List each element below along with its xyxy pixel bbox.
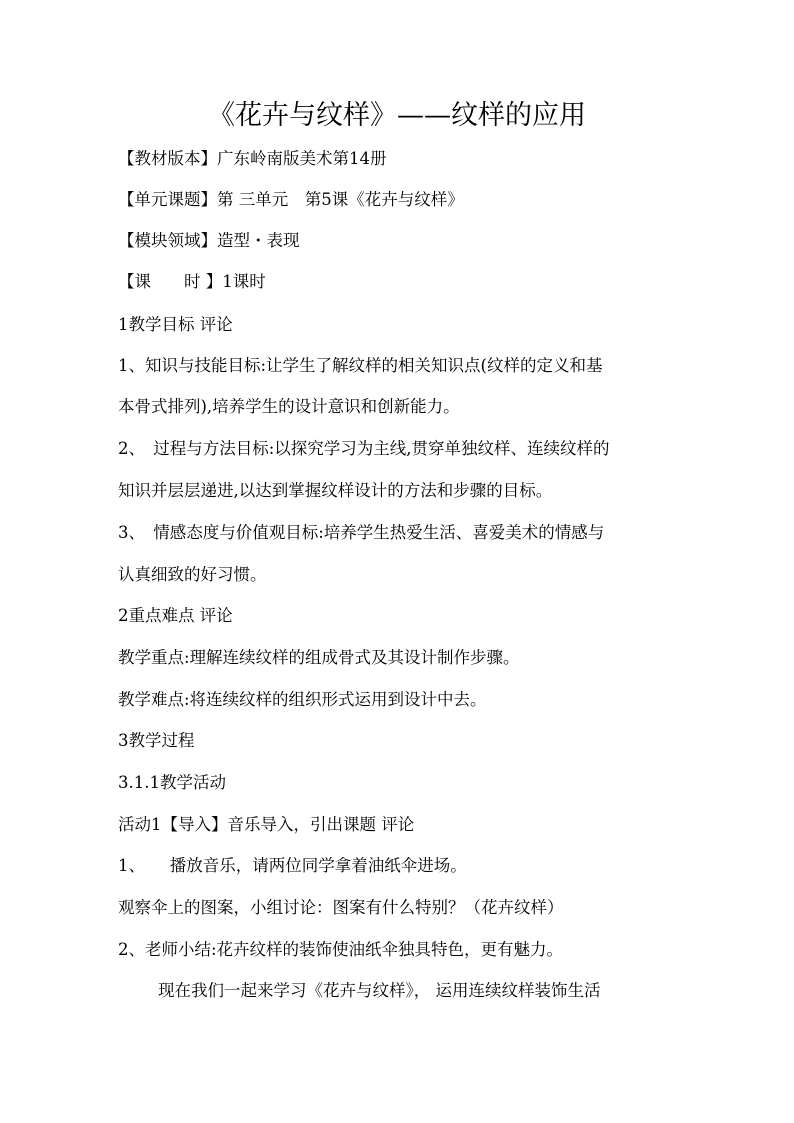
paragraph-line: 现在我们一起来学习《花卉与纹样》， 运用连续纹样装饰生活 xyxy=(158,981,601,1000)
paragraph-line: 观察伞上的图案，小组讨论：图案有什么特别？（花卉纹样） xyxy=(118,898,564,917)
class-hours-line: 【课 时 】1课时 xyxy=(118,272,266,291)
paragraph-line: 1、知识与技能目标:让学生了解纹样的相关知识点(纹样的定义和基 xyxy=(118,356,603,375)
paragraph-line: 本骨式排列),培养学生的设计意识和创新能力。 xyxy=(118,397,460,416)
paragraph-line: 1、 播放音乐，请两位同学拿着油纸伞进场。 xyxy=(118,856,467,875)
paragraph-line: 2、老师小结:花卉纹样的装饰使油纸伞独具特色，更有魅力。 xyxy=(118,940,564,959)
section-heading-process: 3教学过程 xyxy=(118,731,195,750)
module-field-line: 【模块领域】造型・表现 xyxy=(118,231,300,250)
paragraph-line: 3、 情感态度与价值观目标:培养学生热爱生活、喜爱美术的情感与 xyxy=(118,523,605,542)
paragraph-line: 教学难点:将连续纹样的组织形式运用到设计中去。 xyxy=(118,690,487,709)
activity-heading: 活动1【导入】音乐导入，引出课题 评论 xyxy=(118,815,415,834)
unit-topic-line: 【单元课题】第 三单元 第5课《花卉与纹样》 xyxy=(118,190,464,209)
paragraph-line: 教学重点:理解连续纹样的组成骨式及其设计制作步骤。 xyxy=(118,648,520,667)
paragraph-line: 认真细致的好习惯。 xyxy=(118,565,267,584)
paragraph-line: 知识并层层递进,以达到掌握纹样设计的方法和步骤的目标。 xyxy=(118,481,553,500)
section-heading-key-points: 2重点难点 评论 xyxy=(118,606,233,625)
textbook-version-line: 【教材版本】广东岭南版美术第14册 xyxy=(118,149,387,168)
section-heading-objectives: 1教学目标 评论 xyxy=(118,315,233,334)
document-title: 《花卉与纹样》——纹样的应用 xyxy=(208,100,586,131)
paragraph-line: 2、 过程与方法目标:以探究学习为主线,贯穿单独纹样、连续纹样的 xyxy=(118,439,610,458)
subsection-heading: 3.1.1教学活动 xyxy=(118,773,226,792)
